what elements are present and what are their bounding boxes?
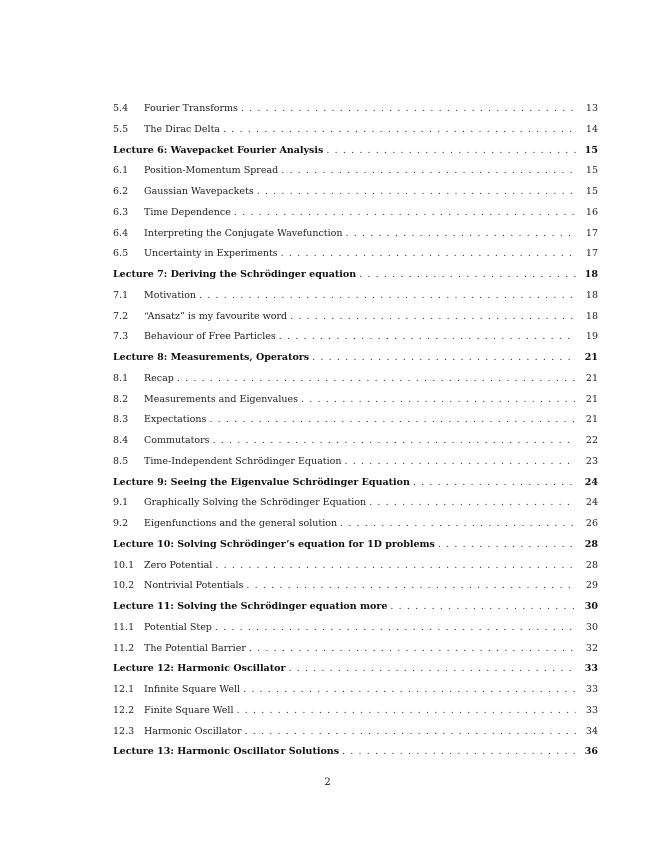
toc-dot-leader — [281, 244, 576, 265]
toc-section-entry[interactable] — [113, 639, 598, 660]
toc-entry-title: Gaussian Wavepackets — [144, 186, 254, 197]
toc-dot-leader — [215, 618, 576, 639]
toc-lecture-entry[interactable] — [113, 348, 598, 369]
toc-dot-leader — [359, 265, 576, 286]
toc-page-number: 15 — [585, 186, 598, 197]
toc-section-entry[interactable] — [113, 286, 598, 307]
toc-entry-title: Lecture 10: Solving Schrödinger’s equation for 1D problems — [113, 538, 435, 550]
toc-section-number: 6.3 — [113, 206, 129, 218]
toc-lecture-entry[interactable] — [113, 473, 598, 494]
toc-section-entry[interactable] — [113, 161, 598, 182]
toc-dot-leader — [288, 659, 576, 680]
toc-entry-title: Fourier Transforms — [144, 103, 238, 114]
toc-entry-title: The Potential Barrier — [144, 642, 246, 654]
toc-entry-title: Finite Square Well — [144, 704, 234, 716]
toc-dot-leader — [312, 348, 576, 369]
toc-section-entry[interactable] — [113, 182, 598, 203]
toc-entry-title: Recap — [144, 372, 174, 384]
toc-entry-title: Lecture 7: Deriving the Schrödinger equation — [113, 269, 357, 280]
toc-section-entry[interactable] — [113, 203, 598, 224]
toc-page-number: 15 — [585, 165, 598, 177]
toc-lecture-entry[interactable] — [113, 659, 598, 680]
toc-entry-title: Infinite Square Well — [144, 684, 241, 695]
toc-section-entry[interactable] — [113, 701, 598, 722]
toc-dot-leader — [257, 182, 576, 203]
toc-section-number: 7.1 — [113, 289, 129, 301]
toc-lecture-entry[interactable] — [113, 141, 598, 162]
toc-dot-leader — [345, 224, 576, 245]
toc-section-entry[interactable] — [113, 514, 598, 535]
toc-page-number: 28 — [584, 538, 598, 550]
toc-page-number: 34 — [585, 725, 598, 737]
toc-section-number: 6.4 — [113, 227, 129, 239]
toc-page-number: 22 — [585, 435, 598, 446]
toc-section-entry[interactable] — [113, 680, 598, 701]
toc-entry-title: “Ansatz” is my favourite word — [144, 310, 288, 322]
toc-entry-title: Eigenfunctions and the general solution — [144, 518, 338, 529]
toc-section-number: 8.4 — [113, 435, 129, 446]
toc-dot-leader — [301, 390, 576, 411]
toc-section-entry[interactable] — [113, 244, 598, 265]
toc-section-number: 8.3 — [113, 414, 129, 426]
toc-section-number: 5.4 — [113, 103, 129, 114]
toc-section-entry[interactable] — [113, 722, 598, 743]
toc-section-number: 8.2 — [113, 393, 129, 405]
toc-page-number: 33 — [585, 684, 598, 695]
toc-page-number: 26 — [585, 518, 598, 529]
toc-page-number: 17 — [585, 227, 598, 239]
toc-dot-leader — [213, 431, 576, 452]
toc-entry-title: Lecture 13: Harmonic Oscillator Solutions — [113, 746, 340, 758]
toc-page-number: 30 — [585, 621, 598, 633]
toc-entry-title: Zero Potential — [144, 559, 213, 571]
toc-page-number: 28 — [585, 559, 598, 571]
toc-dot-leader — [279, 327, 576, 348]
toc-section-entry[interactable] — [113, 390, 598, 411]
toc-entry-title: Time-Independent Schrödinger Equation — [144, 455, 342, 467]
toc-lecture-entry[interactable] — [113, 597, 598, 618]
toc-section-number: 9.2 — [113, 518, 129, 529]
toc-dot-leader — [199, 286, 576, 307]
toc-page-number: 21 — [585, 393, 598, 405]
toc-page-number: 18 — [584, 269, 598, 280]
toc-dot-leader — [326, 141, 576, 162]
toc-page-number: 13 — [585, 103, 598, 114]
toc-section-number: 12.3 — [113, 725, 135, 737]
toc-page-number: 21 — [585, 414, 598, 426]
toc-section-number: 10.2 — [113, 580, 135, 592]
toc-section-number: 8.1 — [113, 372, 129, 384]
toc-page-number: 29 — [585, 580, 598, 592]
toc-section-entry[interactable] — [113, 618, 598, 639]
toc-page-number: 15 — [584, 144, 598, 156]
toc-entry-title: Interpreting the Conjugate Wavefunction — [144, 227, 343, 239]
toc-dot-leader — [215, 556, 576, 577]
toc-section-entry[interactable] — [113, 99, 598, 120]
toc-page-number: 19 — [585, 331, 598, 343]
toc-dot-leader — [340, 514, 576, 535]
toc-entry-title: Commutators — [144, 435, 210, 446]
toc-entry-title: Expectations — [144, 414, 207, 426]
toc-section-entry[interactable] — [113, 576, 598, 597]
toc-section-number: 8.5 — [113, 455, 129, 467]
toc-page-number: 33 — [584, 663, 598, 675]
page-number: 2 — [324, 777, 331, 788]
toc-section-number: 5.5 — [113, 123, 129, 135]
toc-lecture-entry[interactable] — [113, 265, 598, 286]
toc-page-number: 14 — [585, 123, 598, 135]
toc-section-entry[interactable] — [113, 307, 598, 328]
toc-lecture-entry[interactable] — [113, 742, 598, 763]
toc-section-number: 12.2 — [113, 704, 135, 716]
toc-dot-leader — [241, 99, 576, 120]
toc-dot-leader — [246, 576, 576, 597]
toc-entry-title: Lecture 8: Measurements, Operators — [113, 352, 310, 363]
toc-entry-title: The Dirac Delta — [144, 123, 221, 135]
toc-dot-leader — [177, 369, 576, 390]
toc-section-entry[interactable] — [113, 493, 598, 514]
toc-entry-title: Harmonic Oscillator — [144, 725, 242, 737]
toc-page-number: 16 — [585, 206, 598, 218]
toc-entry-title: Lecture 9: Seeing the Eigenvalue Schrödinger Equation — [113, 476, 410, 488]
toc-section-number: 10.1 — [113, 559, 135, 571]
toc-entry-title: Motivation — [144, 289, 197, 301]
toc-section-number: 6.5 — [113, 248, 129, 260]
toc-section-number: 11.2 — [113, 642, 135, 654]
toc-page-number: 17 — [585, 248, 598, 260]
toc-page-number: 30 — [584, 601, 598, 612]
toc-dot-leader — [369, 493, 576, 514]
toc-dot-leader — [249, 639, 576, 660]
toc-dot-leader — [344, 452, 576, 473]
toc-entry-title: Time Dependence — [144, 206, 231, 218]
toc-page-number: 24 — [584, 476, 598, 488]
toc-entry-title: Potential Step — [144, 621, 212, 633]
toc-entry-title: Lecture 6: Wavepacket Fourier Analysis — [113, 144, 324, 156]
toc-section-entry[interactable] — [113, 369, 598, 390]
toc-dot-leader — [342, 742, 576, 763]
toc-page-number: 18 — [585, 310, 598, 322]
toc-dot-leader — [223, 120, 576, 141]
toc-entry-title: Uncertainty in Experiments — [144, 248, 278, 260]
toc-section-number: 11.1 — [113, 621, 135, 633]
toc-section-number: 6.2 — [113, 186, 129, 197]
toc-section-entry[interactable] — [113, 556, 598, 577]
toc-entry-title: Measurements and Eigenvalues — [144, 393, 298, 405]
toc-page-number: 23 — [585, 455, 598, 467]
toc-dot-leader — [245, 722, 576, 743]
toc-section-number: 7.2 — [113, 310, 129, 322]
toc-section-number: 12.1 — [113, 684, 135, 695]
toc-dot-leader — [390, 597, 576, 618]
toc-section-entry[interactable] — [113, 452, 598, 473]
toc-entry-title: Lecture 12: Harmonic Oscillator — [113, 663, 286, 675]
toc-page-number: 21 — [585, 372, 598, 384]
toc-dot-leader — [290, 307, 576, 328]
toc-page-number: 24 — [585, 497, 598, 509]
toc-entry-title: Behaviour of Free Particles — [144, 331, 276, 343]
toc-lecture-entry[interactable] — [113, 535, 598, 556]
toc-entry-title: Nontrivial Potentials — [144, 580, 244, 592]
toc-dot-leader — [209, 410, 576, 431]
toc-page-number: 33 — [585, 704, 598, 716]
toc-section-number: 9.1 — [113, 497, 129, 509]
toc-dot-leader — [438, 535, 576, 556]
toc-section-entry[interactable] — [113, 224, 598, 245]
toc-entry-title: Graphically Solving the Schrödinger Equation — [144, 497, 367, 509]
toc-page-number: 36 — [584, 746, 598, 758]
toc-entry-title: Lecture 11: Solving the Schrödinger equation more — [113, 601, 388, 612]
toc-section-number: 7.3 — [113, 331, 129, 343]
toc-dot-leader — [413, 473, 576, 494]
toc-section-number: 6.1 — [113, 165, 129, 177]
toc-page-number: 18 — [585, 289, 598, 301]
toc-dot-leader — [234, 203, 576, 224]
toc-dot-leader — [281, 161, 576, 182]
toc-entry-title: Position-Momentum Spread — [144, 165, 279, 177]
toc-dot-leader — [237, 701, 577, 722]
toc-section-entry[interactable] — [113, 410, 598, 431]
toc-section-entry[interactable] — [113, 120, 598, 141]
table-of-contents — [113, 99, 598, 763]
toc-section-entry[interactable] — [113, 431, 598, 452]
toc-dot-leader — [243, 680, 576, 701]
toc-page-number: 32 — [585, 642, 598, 654]
toc-page-number: 21 — [584, 352, 598, 363]
toc-section-entry[interactable] — [113, 327, 598, 348]
